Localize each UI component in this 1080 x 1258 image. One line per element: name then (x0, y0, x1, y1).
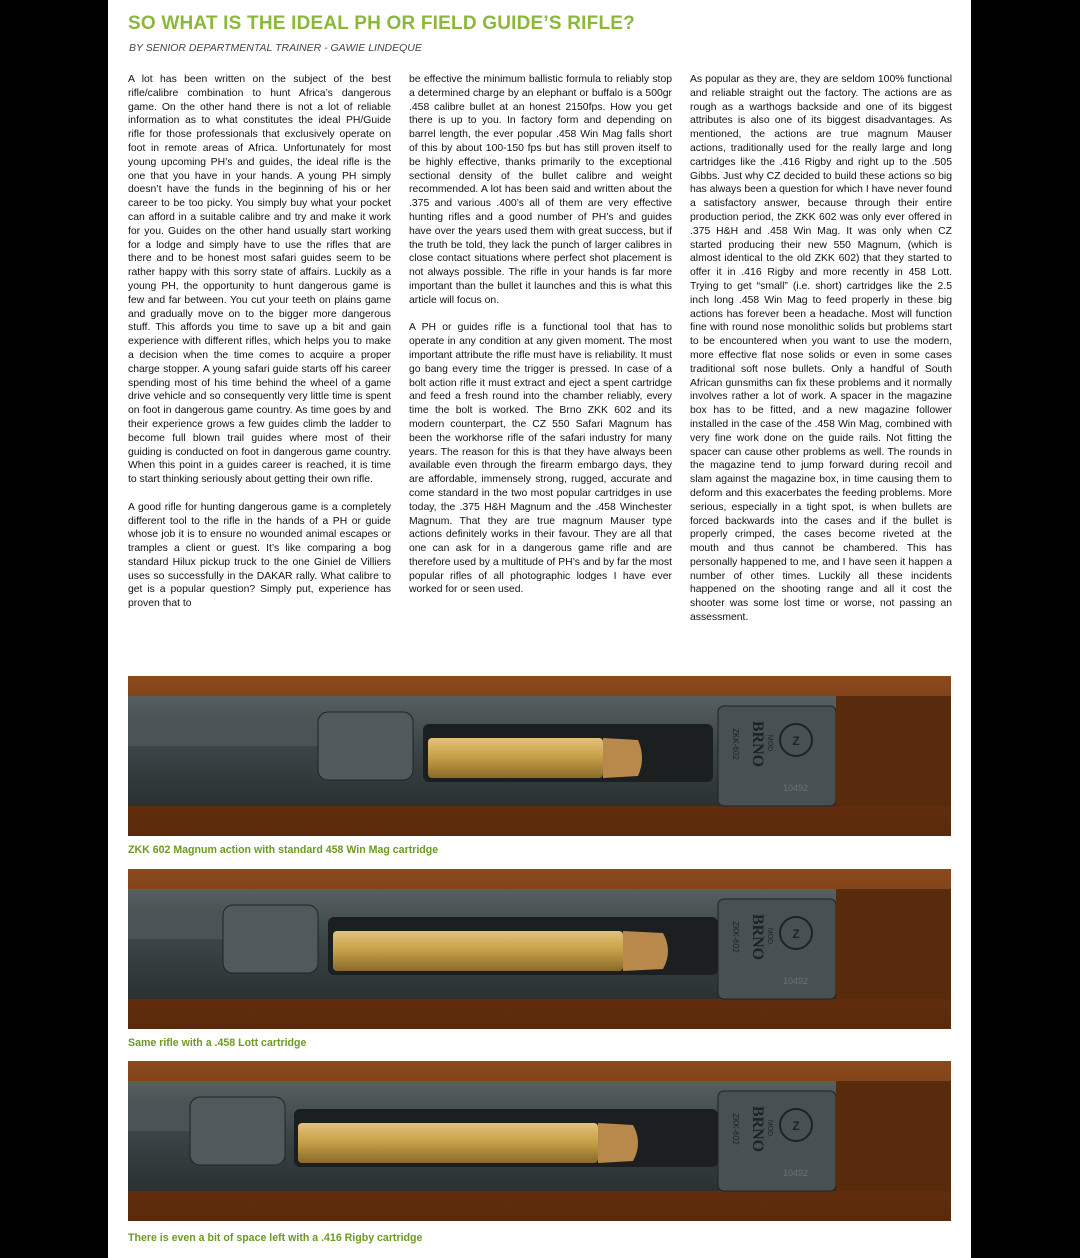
serial-marking: 10492 (783, 976, 809, 986)
text-column-3 (690, 73, 952, 639)
bolt-handle (128, 716, 328, 746)
bolt-handle (128, 909, 223, 939)
paragraph: be effective the minimum ballistic formula to reliably stop a determined charge by an elephant or buffalo is a 500gr .458 calibre bullet at an honest 2150fps. How you get there is up to you. In factory form and depending on barrel length, the ever popular .458 Win Mag falls short of this by about 100-150 fps but has still proven itself to be highly effective, thanks primarily to the exceptional sectional density of the bullet calibre and weight recommended. A lot has been said and written about the .375 and various .400’s all of them are very effective hunting rifles and a good number of PH’s and guides have over the years used them with great success, but if the truth be told, they lack the punch of larger calibres in close contact situations where perfect shot placement is not always possible. The rifle in your hands is far more important than the bullet it launches and this is what this article will focus on. (409, 74, 672, 306)
serial-marking: 10492 (783, 1168, 809, 1178)
mod-marking: MOD. (766, 734, 773, 754)
crest-letter: Z (792, 927, 800, 941)
rifle-action-photo-1 (128, 676, 951, 836)
model-marking: ZKK-602 (731, 1113, 740, 1145)
mod-marking: MOD. (766, 1119, 773, 1139)
forend-wood (836, 696, 951, 806)
bolt-shroud (223, 905, 318, 973)
cartridge-bullet (598, 1123, 638, 1163)
forend-wood (836, 1081, 951, 1191)
cartridge-case (333, 931, 623, 971)
crest-letter: Z (792, 734, 800, 748)
crest-letter: Z (792, 1119, 800, 1133)
paragraph: A lot has been written on the subject of the best rifle/calibre combination to hunt Africa’s dangerous game. On the other hand there is not a lot of reliable information as to what constitutes the ideal PH/Guide rifle for those professionals that exclusively operate on foot in remote areas of Africa. Unfortunately for most young upcoming PH’s and guides, the ideal rifle is the one that you have in your hands. A young PH simply doesn’t have the funds in the beginning of his or her career to be too picky. You simply buy what your pocket can afford in a suitable calibre and try and make it work for you. Guides on the other hand usually start working for a lodge and simply have to use the rifles that are there and to be honest most safari guides seem to be rather happy with this sorry state of affairs. Luckily as a young PH, the opportunity to hunt dangerous game is few and far between. You cut your teeth on plains game and gradually move on to the bigger more dangerous stuff. This affords you time to save up a bit and gain experience with different rifles, which helps you to make a decision when the time comes to acquire a proper charge stopper. A young safari guide starts off his career spending most of his time behind the wheel of a game drive vehicle and so consequently very little time is spent on foot in dangerous game country. As time goes by and their experience grows a few guides climb the ladder to become full blown trail guides where most of their guiding is conducted on foot in dangerous game country. When this point in a guides career is reached, it is time to start thinking seriously about getting their own rifle. (128, 74, 391, 486)
mod-marking: MOD. (766, 927, 773, 947)
figure-caption-2: Same rifle with a .458 Lott cartridge (128, 1037, 307, 1049)
rifle-action-photo-2 (128, 869, 951, 1029)
magazine-page (108, 0, 971, 1258)
rifle-action-illustration (128, 869, 951, 1029)
figure-caption-1: ZKK 602 Magnum action with standard 458 Win Mag cartridge (128, 844, 439, 856)
brand-marking: BRNO (749, 913, 766, 961)
rifle-action-photo-3 (128, 1061, 951, 1221)
brand-marking: BRNO (749, 1105, 766, 1153)
article-byline: BY SENIOR DEPARTMENTAL TRAINER - GAWIE LINDEQUE (129, 42, 422, 54)
article-title: SO WHAT IS THE IDEAL PH OR FIELD GUIDE’S RIFLE? (128, 13, 635, 34)
text-column-1 (128, 73, 391, 625)
text-column-2 (409, 73, 672, 611)
cartridge-case (428, 738, 603, 778)
paragraph: A PH or guides rifle is a functional tool that has to operate in any condition at any given moment. The most important attribute the rifle must have is reliability. It must go bang every time the trigger is pressed. In case of a bolt action rifle it must extract and eject a spent cartridge and feed a fresh round into the chamber reliably, every time the bolt is worked. The Brno ZKK 602 and its modern counterpart, the CZ 550 Safari Magnum has been the workhorse rifle of the safari industry for many years. The reason for this is that they have always been available even through the firearm embargo days, they are affordable, immensely strong, rugged, accurate and come standard in the two most popular cartridges in use today, the .375 H&H Magnum and the .458 Winchester Magnum. That they are true magnum Mauser type actions definitely works in their favour. They are all that one can ask for in a dangerous game rifle and are therefore used by a multitude of PH’s and by far the most popular rifles of all photographic lodges I have ever worked for or seen used. (409, 322, 672, 596)
cartridge-case (298, 1123, 598, 1163)
forend-wood (836, 889, 951, 999)
paragraph: As popular as they are, they are seldom 100% functional and reliable straight out the factory. The actions are as rough as a warthogs backside and one of its biggest attributes is also one of its biggest disadvantages. As mentioned, the actions are true magnum Mauser actions, traditionally used for the really large and long cartridges like the .416 Rigby and right up to the .505 Gibbs. Just why CZ decided to build these actions so big has always been a question for which I have never found a satisfactory answer, because through their entire production period, the ZKK 602 was only ever offered in .375 H&H and .458 Win Mag. It was only when CZ started producing their new 550 Magnum, (which is almost identical to the old ZKK 602) that they started to offer it in .416 Rigby and more recently in 458 Lott. Trying to get “small” (i.e. short) cartridges like the 2.5 inch long .458 Win Mag to feed properly in these big actions has forever been a headache. Most will function fine with round nose monolithic solids but problems start to be encountered when you want to use the modern, more effective flat nose solids or even in some cases traditional soft nose bullets. Only a handful of South African gunsmiths can fix these problems and it normally involves rather a lot of work. A spacer in the magazine box has to be fitted, and a new magazine follower installed in the case of the .458 Win Mag, combined with very fine work done on the guide rails. Not fitting the spacer can cause other problems as well. The rounds in the magazine tend to jump forward during recoil and slam against the magazine box, in time causing them to deform and this exacerbates the feeding problems. More serious, especially in a tight spot, is when bullets are forced backwards into the cases and if the bullet is properly crimped, the cases become riveted at the mouth and thus cannot be chambered. This has personally happened to me, and I have seen it happen a number of other times. Luckily all these incidents happened on the shooting range and all it cost the shooter was some lost time or worse, not passing an assessment. (690, 74, 952, 624)
model-marking: ZKK-602 (731, 921, 740, 953)
brand-marking: BRNO (749, 720, 766, 768)
rifle-action-illustration (128, 1061, 951, 1221)
serial-marking: 10492 (783, 783, 809, 793)
cartridge-bullet (623, 931, 668, 971)
bolt-handle (128, 1101, 190, 1131)
bolt-shroud (190, 1097, 285, 1165)
figure-caption-3: There is even a bit of space left with a .416 Rigby cartridge (128, 1232, 423, 1244)
rifle-action-illustration (128, 676, 951, 836)
cartridge-bullet (603, 738, 642, 778)
model-marking: ZKK-602 (731, 728, 740, 760)
bolt-shroud (318, 712, 413, 780)
paragraph: A good rifle for hunting dangerous game is a completely different tool to the rifle in the hands of a PH or guide whose job it is to ensure no wounded animal escapes or tramples a client or guest. It’s like comparing a bog standard Hilux pickup truck to the one Giniel de Villiers uses so successfully in the DAKAR rally. What calibre to get is a popular question? Simply put, experience has proven that to (128, 501, 391, 610)
